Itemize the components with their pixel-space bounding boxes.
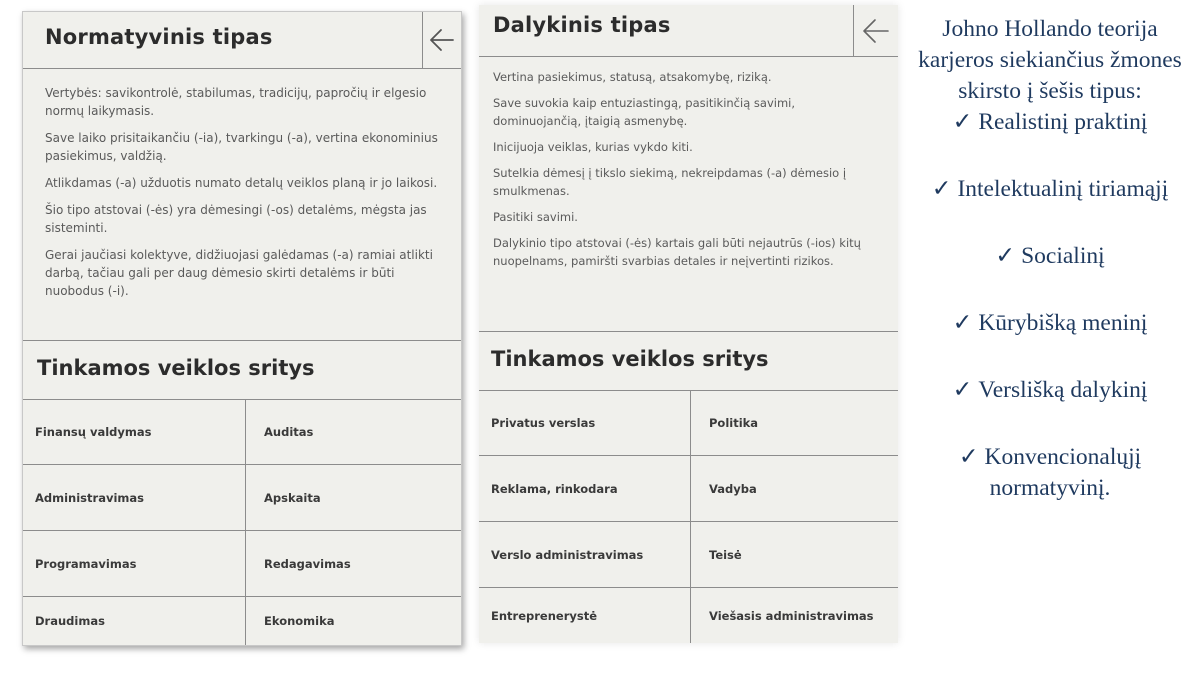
- type-list-item: [905, 107, 1195, 138]
- type-label: Konvencionalųjį normatyvinį.: [984, 444, 1142, 501]
- area-item: Reklama, rinkodara: [479, 456, 690, 522]
- areas-grid: [479, 390, 898, 643]
- area-item: Programavimas: [23, 531, 245, 597]
- area-item: Verslo administravimas: [479, 522, 690, 588]
- area-item: Privatus verslas: [479, 390, 690, 456]
- description-paragraph: Vertina pasiekimus, statusą, atsakomybę, riziką.: [493, 70, 772, 84]
- description-paragraph: Inicijuoja veiklas, kurias vykdo kiti.: [493, 140, 693, 154]
- type-label: Realistinį praktinį: [978, 109, 1148, 135]
- screen-title: Normatyvinis tipas: [45, 25, 273, 49]
- area-item: Teisė: [690, 522, 898, 588]
- check-mark-icon: ✓: [952, 377, 973, 403]
- areas-grid: [23, 399, 461, 645]
- area-item: Vadyba: [690, 456, 898, 522]
- check-mark-icon: ✓: [952, 109, 973, 135]
- type-label: Verslišką dalykinį: [978, 377, 1148, 403]
- area-item: Administravimas: [23, 465, 245, 531]
- area-item: Redagavimas: [245, 531, 461, 597]
- area-item: Politika: [690, 390, 898, 456]
- screen-header: [479, 5, 898, 57]
- back-button[interactable]: [853, 5, 898, 56]
- areas-section-title: Tinkamos veiklos sritys: [491, 347, 769, 371]
- area-item: Viešasis administravimas: [690, 588, 898, 643]
- type-list-item: [905, 174, 1195, 205]
- description-paragraph: Šio tipo atstovai (-ės) yra dėmesingi (-os) detalėms, mėgsta jas sisteminti.: [45, 203, 427, 235]
- type-list-item: [905, 442, 1195, 504]
- description-paragraph: Vertybės: savikontrolė, stabilumas, tradicijų, papročių ir elgesio normų laikymasis.: [45, 86, 427, 118]
- type-description: [493, 68, 886, 278]
- description-paragraph: Save laiko prisitaikančiu (-ia), tvarkingu (-a), vertina ekonominius pasiekimus, valdžią.: [45, 131, 438, 163]
- description-paragraph: Sutelkia dėmesį į tikslo siekimą, nekreipdamas (-a) dėmesio į smulkmenas.: [493, 166, 847, 198]
- area-item: Draudimas: [35, 614, 105, 628]
- area-item: Auditas: [245, 399, 461, 465]
- screen-title: Dalykinis tipas: [493, 13, 671, 37]
- area-item: Apskaita: [245, 465, 461, 531]
- areas-section-header: [479, 331, 898, 391]
- type-label: Intelektualinį tiriamąjį: [957, 176, 1169, 202]
- description-paragraph: Save suvokia kaip entuziastingą, pasitikinčią savimi, dominuojančią, įtaigią asmenybę.: [493, 96, 795, 128]
- business-type-screenshot: [479, 5, 898, 643]
- check-mark-icon: ✓: [958, 444, 979, 470]
- screen-header: [23, 12, 461, 69]
- type-list-item: [905, 308, 1195, 339]
- check-mark-icon: ✓: [995, 243, 1016, 269]
- type-description: [45, 84, 449, 309]
- type-list-item: [905, 375, 1195, 406]
- area-item: Ekonomika: [245, 597, 461, 645]
- type-list-item: [905, 241, 1195, 272]
- back-button[interactable]: [422, 12, 461, 68]
- normative-type-screenshot: [22, 11, 462, 646]
- description-paragraph: Dalykinio tipo atstovai (-ės) kartais gali būti nejautrūs (-ios) kitų nuopelnams, pamiršti svarbias detales ir neįvertinti rizikos.: [493, 236, 861, 268]
- description-paragraph: Gerai jaučiasi kolektyve, didžiuojasi galėdamas (-a) ramiai atlikti darbą, tačiau gali per daug dėmesio skirti detalėms ir būti nuobodus (-i).: [45, 248, 433, 298]
- check-mark-icon: ✓: [931, 176, 952, 202]
- area-item: Finansų valdymas: [23, 399, 245, 465]
- arrow-left-icon: [428, 26, 456, 54]
- description-paragraph: Atlikdamas (-a) užduotis numato detalų veiklos planą ir jo laikosi.: [45, 176, 438, 190]
- type-label: Socialinį: [1021, 243, 1105, 269]
- areas-section-header: [23, 340, 461, 400]
- description-paragraph: Pasitiki savimi.: [493, 210, 578, 224]
- check-mark-icon: ✓: [952, 310, 973, 336]
- holland-theory-text: [905, 8, 1195, 668]
- area-item: Entreprenerystė: [491, 608, 598, 623]
- theory-intro: Johno Hollando teorija karjeros siekiančius žmones skirsto į šešis tipus:: [918, 16, 1182, 104]
- type-label: Kūrybišką meninį: [978, 310, 1148, 336]
- areas-section-title: Tinkamos veiklos sritys: [37, 356, 315, 380]
- arrow-left-icon: [861, 16, 891, 46]
